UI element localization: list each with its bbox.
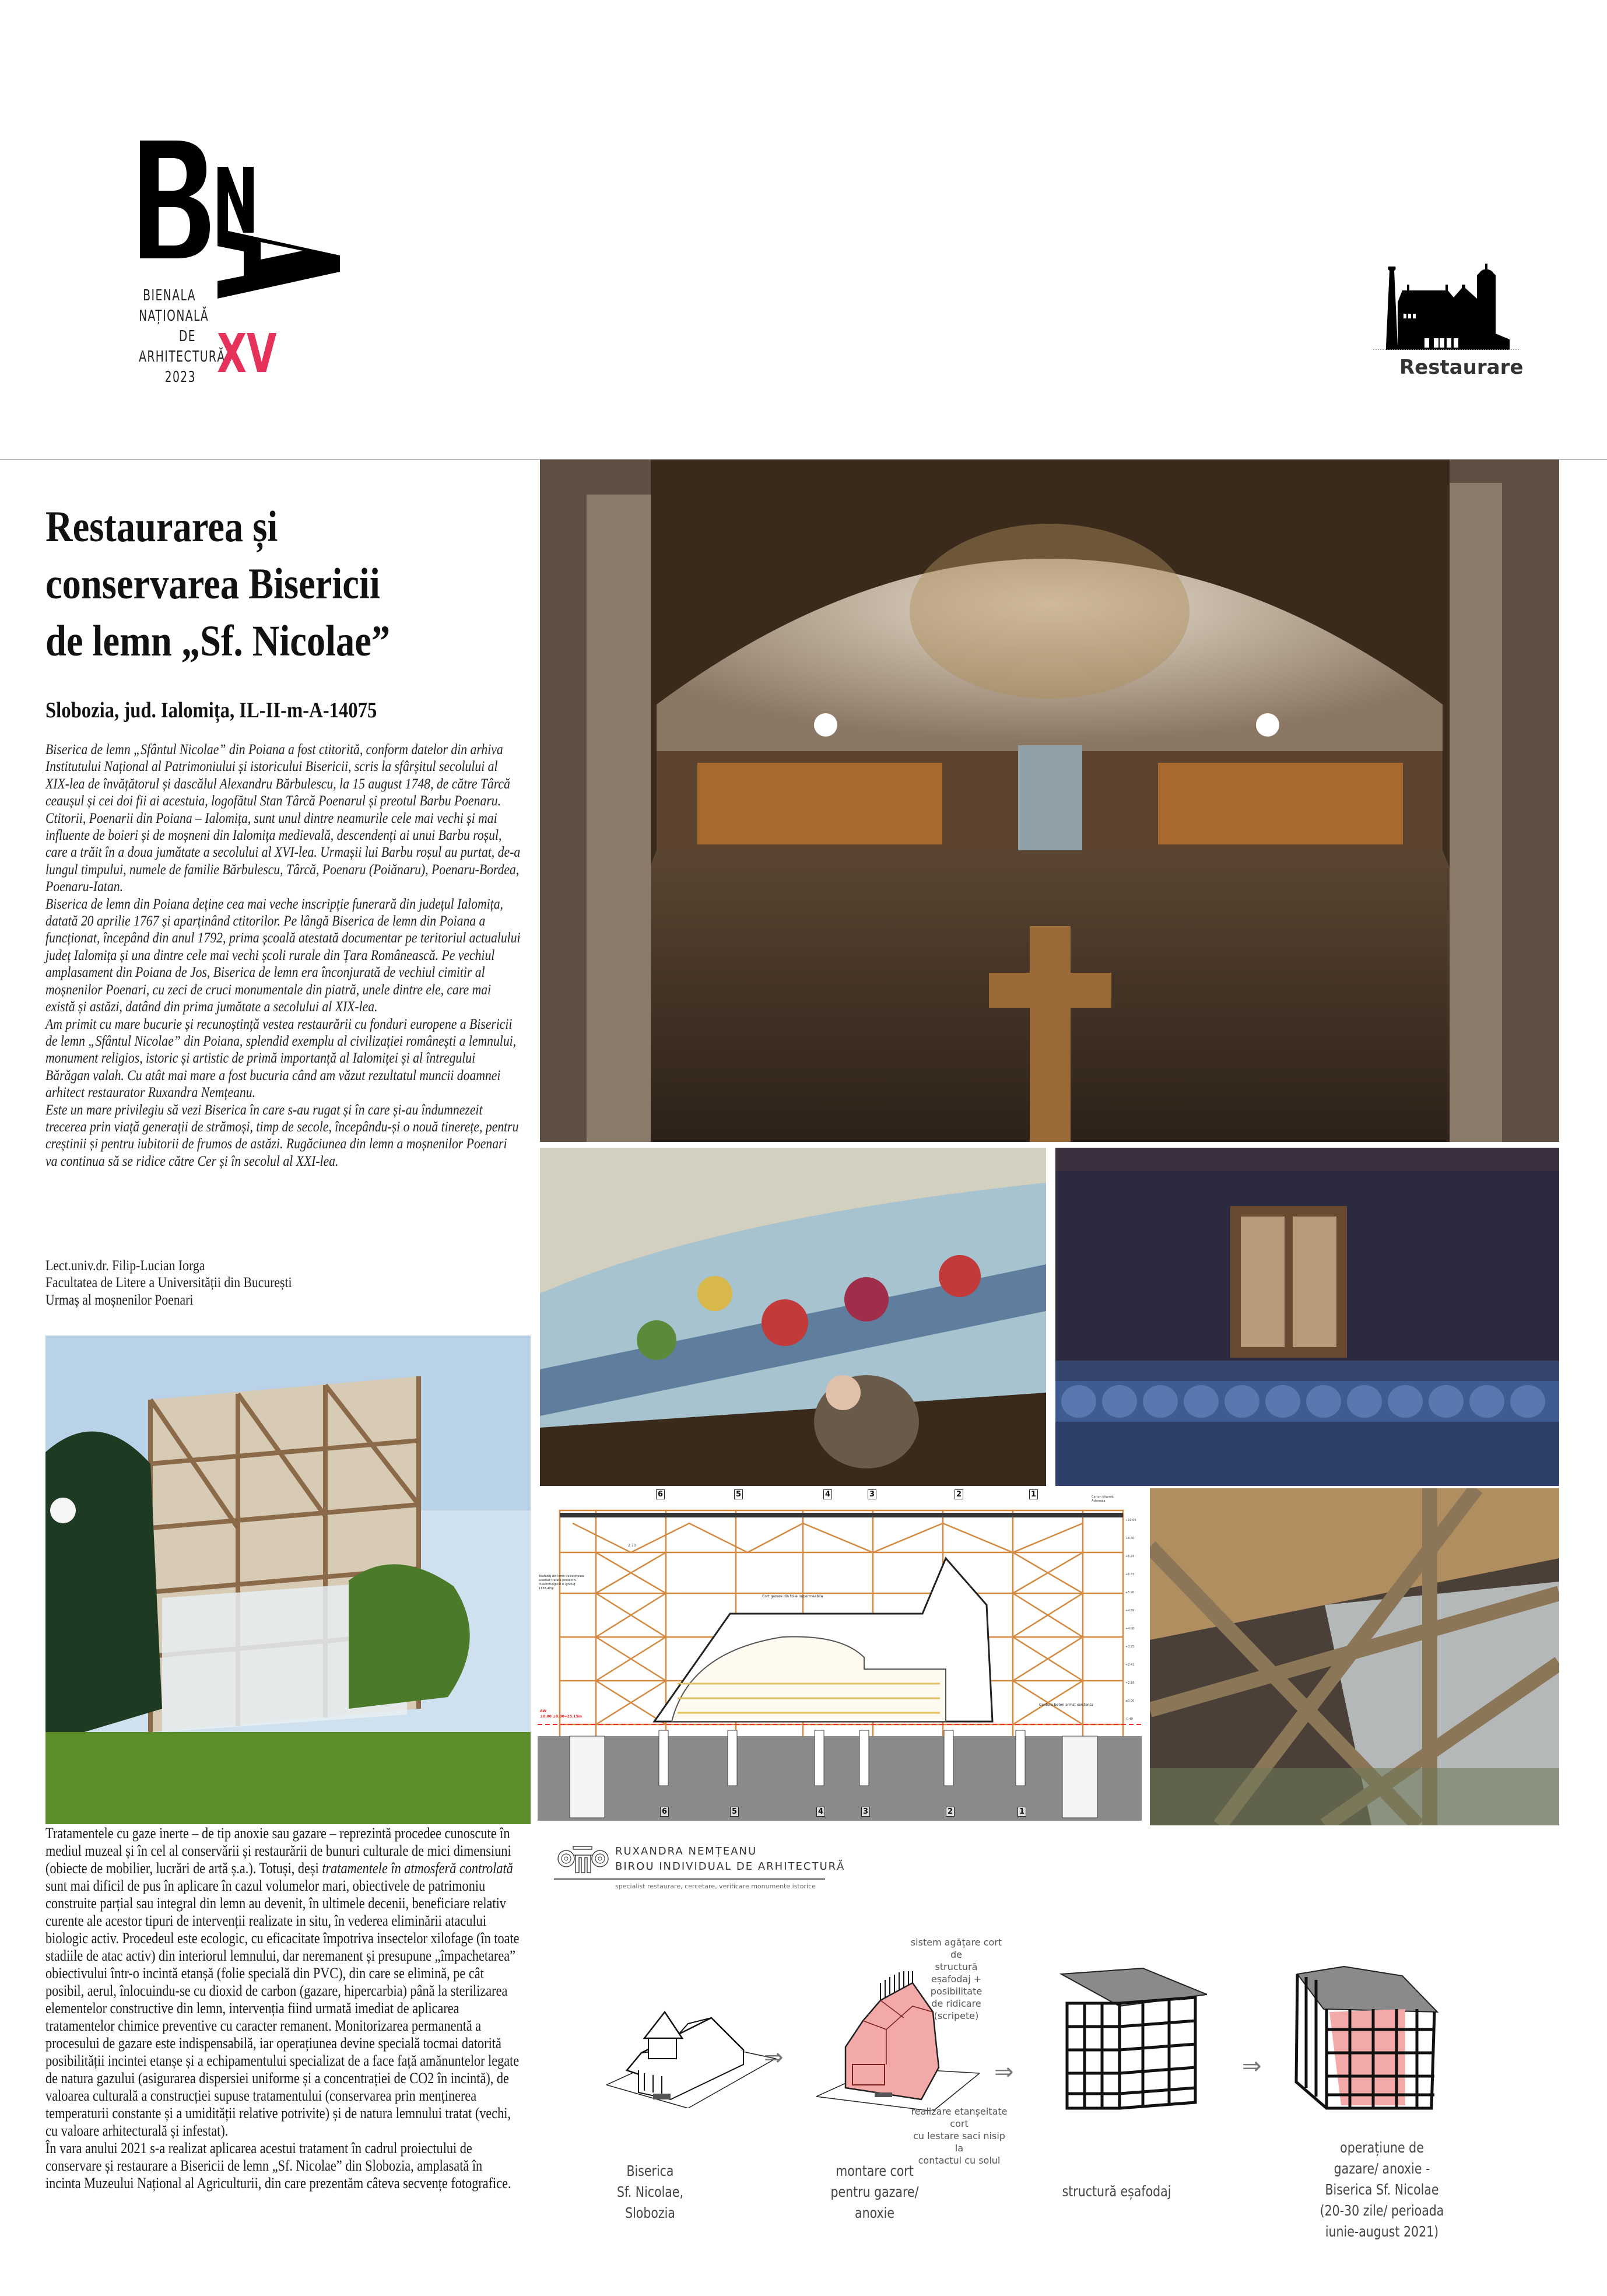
logo-edition: XV <box>217 323 277 385</box>
category-badge <box>1370 245 1545 391</box>
process-arrow: ⇒ <box>1242 2053 1262 2080</box>
level-marker: +2.18 <box>1125 1681 1135 1685</box>
level-marker: -0.40 <box>1125 1717 1133 1721</box>
bna-logo <box>134 137 344 411</box>
caption-line: (20-30 zile/ perioada <box>1320 2202 1444 2219</box>
photo-mural-restoration <box>540 1148 1046 1486</box>
caption-line: Sf. Nicolae, <box>616 2183 684 2200</box>
roof-note-line: Carton bitumat <box>1092 1495 1114 1499</box>
text-run: sunt mai dificil de pus în aplicare în cazul volumelor mari, obiectivele de patrimoniu construite parțial sau integral din lemn au devenit, în ultimele decenii, beneficiare relativ curente ale acestor tipuri de intervenții realizate in situ, în vederea eliminării atacului biologic activ. Procedeul este ecologic, cu eficacitate împotriva insectelor xilofage (în toate stadiile de atac activ) din interiorul lemnului, dar neremanent și presupune „împachetarea” obiectivului într-o incintă etanșă (folie specială din PVC), din care se elimină, pe cât posibil, aerul, înlocuindu-se cu dioxid de carbon (gazare, hipercarbia) până la sterilizarea elementelor constructive din lemn, intervenția fiind urmată imediat de aplicarea tratamentelor chimice preventive cu caracter remanent. Monitorizarea permanentă a procesului de gazare este indispensabilă, iar operațiunea devine specială tocmai datorită posibilității incintei etanșe și a echipamentului specializat de a face față amănuntelor legate de natura gazului (asigurarea dispersiei uniforme și a concentrației de CO2 în incintă), de valoarea culturală a construcției supuse tratamentului (conservarea prin menținerea temperaturii constante și a umidității relative potrivite) și de natura lemnului tratat (vechi, cu valoare arhitecturală și infestat). <box>45 1877 520 2139</box>
note-line: (scripete) <box>934 2010 979 2021</box>
article-subtitle: Slobozia, jud. Ialomița, IL-II-m-A-14075 <box>45 698 377 723</box>
photo-wooden-window <box>1055 1148 1559 1486</box>
logo-line-de: DE <box>178 328 196 345</box>
step-caption-4 <box>1313 2137 1451 2242</box>
datum-title: AW <box>540 1709 546 1713</box>
level-marker: +4.89 <box>1125 1609 1135 1613</box>
step-caption-1 <box>595 2161 706 2224</box>
scaffold-note-line: Esafodaj din lemn de rasinoase <box>539 1575 585 1578</box>
axis-label: 4 <box>816 1807 825 1817</box>
firm-name: RUXANDRA NEMȚEANU <box>615 1845 757 1857</box>
note-line: sistem agățare cort de <box>910 1937 1002 1960</box>
author-note: Urmaș al moșnenilor Poenari <box>45 1291 194 1308</box>
note-line: structură <box>935 1961 978 1972</box>
tent-hanging-note <box>910 1936 1003 2022</box>
paragraph <box>45 1824 521 2139</box>
scaffold-section-drawing <box>538 1488 1142 1821</box>
axis-label: 3 <box>868 1489 876 1499</box>
caption-line: structură eșafodaj <box>1062 2183 1171 2200</box>
tent-sealing-note <box>910 2105 1009 2167</box>
axis-labels-top <box>538 1489 1142 1501</box>
logo-line-nationala: NAȚIONALĂ <box>139 307 209 325</box>
scaffold-note <box>539 1575 597 1591</box>
section-drawing <box>538 1488 1142 1821</box>
photo-church-interior <box>540 460 1559 1142</box>
author-name: Lect.univ.dr. Filip-Lucian Iorga <box>45 1257 205 1274</box>
logo-line-bienala: BIENALA <box>143 287 196 304</box>
datum-value: ±0.00 ±0.00=25.15m <box>540 1715 583 1719</box>
axis-labels-bottom <box>538 1807 1142 1818</box>
industrial-building-silhouette-icon <box>1373 251 1519 350</box>
paragraph: Ctitorii, Poenarii din Poiana – Ialomița, sunt unul dintre neamurile cele mai vechi și mai influente de boieri și de moșneni din Ialomița medievală, descendenți ai unui Barbu roșul, care a trăit în a doua jumătate a secolului al XVI-lea. Urmașii lui Barbu roșul au purtat, de-a lungul timpului, numele de familie Bărbulescu, Târcă, Poenaru (Poiănaru), Poenaru-Bordea, Poenaru-Iatan. <box>45 809 521 895</box>
firm-divider <box>554 1878 825 1880</box>
caption-line: Biserica Sf. Nicolae <box>1325 2181 1439 2198</box>
caption-line: pentru gazare/ <box>830 2183 919 2200</box>
note-line: contactul cu solul <box>918 2155 1001 2166</box>
level-marker: +6.74 <box>1125 1555 1135 1558</box>
firm-tagline: specialist restaurare, cercetare, verificare monumente istorice <box>615 1883 816 1890</box>
roof-note-line: Astereala <box>1092 1499 1106 1503</box>
article-body <box>45 741 521 1169</box>
ionic-column-logo-icon <box>557 1846 609 1875</box>
photo-scaffold-beams <box>1150 1488 1559 1825</box>
title-line-3: de lemn „Sf. Nicolae” <box>45 617 391 665</box>
article-title <box>45 499 447 670</box>
caption-line: operațiune de <box>1340 2139 1424 2156</box>
level-marker: +5.90 <box>1125 1591 1135 1594</box>
scaffold-structure-icon <box>1055 1962 1207 2114</box>
scaffold-note-line: insectofungicid si ignifug <box>539 1583 576 1586</box>
treatment-text <box>45 1824 521 2192</box>
scaffold-note-line: ecarisat tratata preventiv <box>539 1579 576 1582</box>
axis-label: 4 <box>823 1489 832 1499</box>
logo-line-year: 2023 <box>164 369 196 386</box>
axis-label: 6 <box>656 1489 665 1499</box>
emphasis: tratamentele în atmosferă controlată <box>322 1859 513 1877</box>
axis-label: 2 <box>946 1807 955 1817</box>
caption-line: Slobozia <box>625 2204 675 2221</box>
process-arrow: ⇒ <box>994 2059 1014 2085</box>
level-marker: +8.40 <box>1125 1537 1135 1540</box>
paragraph: Biserica de lemn „Sfântul Nicolae” din Poiana a fost ctitorită, conform datelor din arhiva Institutului Național al Patrimoniului și istoricului Bisericii, scris la sfârșitul secolului al XIX-lea de învățătorul și dascălul Alexandru Bărbulescu, la 15 august 1748, de către Târcă ceaușul și cei doi fii ai acestuia, logofătul Stan Târcă Poenarul și preotul Barbu Poenaru. <box>45 741 510 809</box>
datum-label <box>540 1709 582 1719</box>
firm-subtitle: BIROU INDIVIDUAL DE ARHITECTURĂ <box>615 1860 845 1873</box>
category-label: Restaurare <box>1399 356 1524 379</box>
note-line: realizare etanșeitate cort <box>911 2106 1008 2129</box>
axis-label: 2 <box>955 1489 963 1499</box>
paragraph: Este un mare privilegiu să vezi Biserica în care s-au rugat și în care și-au îndumnezeit trecerea prin viață generații de strămoși, timp de secole, începându-și o nouă tinerețe, pentru creștinii și pentru iubitorii de frumos de astăzi. Rugăciunea din lemn a moșnenilor Poenari va continua să se ridice către Cer și în secolul al XXI-lea. <box>45 1100 519 1169</box>
tent-note: Cort gazare din folie impermeabila <box>762 1594 823 1599</box>
axis-label: 5 <box>734 1489 743 1499</box>
logo-subtitle <box>117 286 226 388</box>
note-line: cu lestare saci nisip la <box>913 2130 1005 2154</box>
axis-label: 6 <box>660 1807 669 1817</box>
logo-line-arhitectura: ARHITECTURĂ <box>139 348 226 366</box>
caption-line: gazare/ anoxie - <box>1334 2160 1430 2177</box>
firm-name-block <box>615 1844 845 1874</box>
roof-note <box>1092 1495 1114 1503</box>
process-arrow: ⇒ <box>764 2044 784 2071</box>
spacing-label: 2.70 <box>628 1544 636 1548</box>
caption-line: Biserica <box>626 2162 674 2179</box>
axis-label: 1 <box>1017 1807 1026 1817</box>
paragraph: Biserica de lemn din Poiana deține cea mai veche inscripție funerară din județul Ialomița, datată 20 aprilie 1767 și aparținând ctitorilor. Pe lângă Biserica de lemn din Poiana a funcționat, începând din anul 1792, prima școală atestată documentar pe teritoriul actualului județ Ialomița și una dintre cele mai vechi școli rurale din Țara Românească. Pe vechiul amplasament din Poiana de Jos, Biserica de lemn era înconjurată de vechiul cimitir al moșnenilor Poenari, cu zeci de cruci monumentale din piatră, unele dintre ele, care mai există și astăzi, datând din prima jumătate a secolului al XIX-lea. <box>45 895 521 1015</box>
axis-label: 3 <box>861 1807 870 1817</box>
level-marker: +3.75 <box>1125 1645 1135 1649</box>
level-marker: +2.41 <box>1125 1663 1135 1667</box>
step-caption-3 <box>1047 2181 1186 2202</box>
axis-label: 5 <box>730 1807 739 1817</box>
level-marker: +6.33 <box>1125 1573 1135 1576</box>
level-marker: +4.08 <box>1125 1627 1135 1631</box>
level-marker: ±0.00 <box>1125 1699 1135 1703</box>
title-line-2: conservarea Bisericii <box>45 560 380 608</box>
title-line-1: Restaurarea și <box>45 503 278 551</box>
author-signature <box>45 1257 392 1308</box>
photo-scaffold-exterior <box>45 1335 531 1824</box>
paragraph: Am primit cu mare bucurie și recunoștință vestea restaurării cu fonduri europene a Bisericii de lemn „Sfântul Nicolae” din Poiana, splendid exemplu al civilizației românești a lemnului, monument religios, istoric și artistic de primă importanță al Ialomiței și al întregului Bărăgan valah. Cu atât mai mare a fost bucuria când am văzut rezultatul muncii doamnei arhitect restaurator Ruxandra Nemțeanu. <box>45 1015 517 1101</box>
belt-note: Centura beton armat existenta <box>1039 1703 1093 1707</box>
note-line: de ridicare <box>931 1998 981 2009</box>
note-line: eșafodaj + posibilitate <box>930 1973 983 1997</box>
level-marker: +10.06 <box>1125 1519 1136 1522</box>
church-axonometric-icon <box>606 1989 781 2108</box>
caption-line: anoxie <box>855 2204 894 2221</box>
step-caption-2 <box>817 2161 932 2224</box>
gassing-operation-icon <box>1292 1965 1466 2117</box>
level-markers <box>1125 1512 1142 1729</box>
scaffold-note-line: 1138.4mp <box>539 1587 554 1590</box>
caption-line: iunie-august 2021) <box>1325 2223 1439 2240</box>
author-affiliation: Facultatea de Litere a Universității din București <box>45 1274 292 1291</box>
caption-line: montare cort <box>836 2162 914 2179</box>
text-run: Tratamentele cu gaze inerte – de tip anoxie sau gazare – reprezintă procedee cunoscute în mediul muzeal și în cel al conservării și restaurării de bunuri culturale de mici dimensiuni (obiecte de mobilier, lucrări de artă ș.a.). Totuși, deși <box>45 1824 511 1877</box>
axis-label: 1 <box>1029 1489 1038 1499</box>
paragraph: În vara anului 2021 s-a realizat aplicarea acestui tratament în cadrul proiectului de conservare și restaurare a Bisericii de lemn „Sf. Nicolae” din Slobozia, amplasată în incinta Muzeului Național al Agriculturii, din care prezentăm câteva secvențe fotografice. <box>45 2139 511 2192</box>
